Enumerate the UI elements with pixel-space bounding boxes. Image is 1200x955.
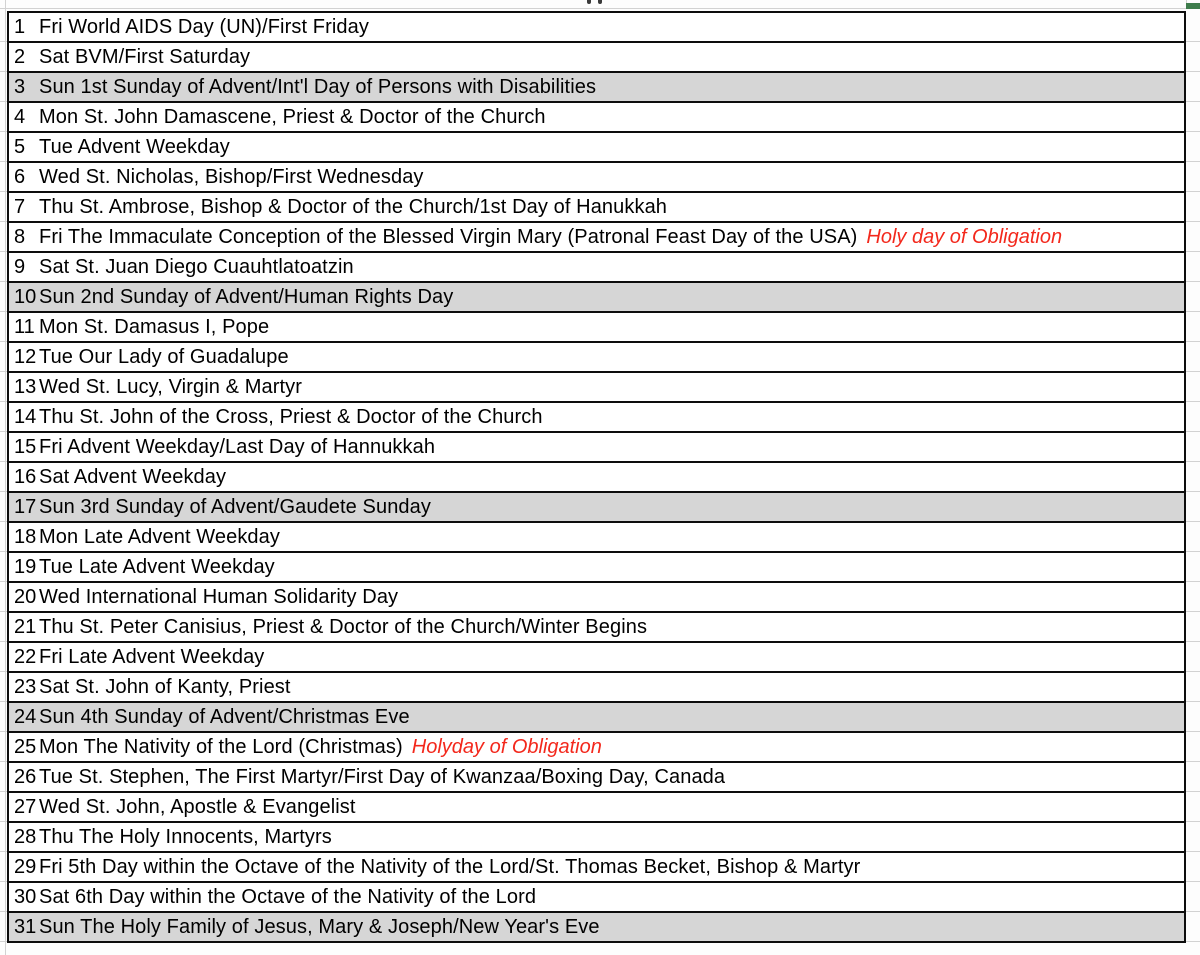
- day-entry-text: Thu St. John of the Cross, Priest & Doctor of the Church: [39, 405, 543, 428]
- day-number: 8: [14, 225, 26, 248]
- day-entry-text: Mon St. John Damascene, Priest & Doctor of the Church: [39, 105, 546, 128]
- day-number: 2: [14, 45, 26, 68]
- calendar-row[interactable]: [9, 13, 1184, 43]
- day-number: 15: [14, 435, 37, 458]
- day-entry-text: Thu St. Ambrose, Bishop & Doctor of the Church/1st Day of Hanukkah: [39, 195, 668, 218]
- right-margin-gridlines: [1186, 41, 1200, 943]
- day-number: 14: [14, 405, 37, 428]
- day-entry-text: Sat 6th Day within the Octave of the Nativity of the Lord: [39, 885, 537, 908]
- day-entry-text: Tue St. Stephen, The First Martyr/First Day of Kwanzaa/Boxing Day, Canada: [39, 765, 726, 788]
- day-entry-text: Sun 2nd Sunday of Advent/Human Rights Day: [39, 285, 454, 308]
- calendar-row[interactable]: [9, 193, 1184, 223]
- day-number: 23: [14, 675, 37, 698]
- day-entry-text: Wed St. Lucy, Virgin & Martyr: [39, 375, 302, 398]
- calendar-row[interactable]: [9, 43, 1184, 73]
- cropped-text-remnant: [598, 0, 602, 4]
- day-entry-text: Thu St. Peter Canisius, Priest & Doctor of the Church/Winter Begins: [39, 615, 648, 638]
- green-tab-fragment: [1186, 3, 1200, 9]
- calendar-row[interactable]: [9, 433, 1184, 463]
- calendar-row[interactable]: [9, 283, 1184, 313]
- day-number: 7: [14, 195, 26, 218]
- calendar-row[interactable]: [9, 673, 1184, 703]
- day-entry-text: Mon The Nativity of the Lord (Christmas): [39, 735, 403, 758]
- day-number: 13: [14, 375, 37, 398]
- day-number: 17: [14, 495, 37, 518]
- day-number: 5: [14, 135, 26, 158]
- calendar-row[interactable]: [9, 703, 1184, 733]
- calendar-row[interactable]: [9, 463, 1184, 493]
- day-entry-text: Thu The Holy Innocents, Martyrs: [39, 825, 332, 848]
- day-number: 18: [14, 525, 37, 548]
- day-number: 6: [14, 165, 26, 188]
- calendar-row[interactable]: [9, 763, 1184, 793]
- calendar-row[interactable]: [9, 343, 1184, 373]
- day-entry-text: Fri 5th Day within the Octave of the Nativity of the Lord/St. Thomas Becket, Bishop & Martyr: [39, 855, 861, 878]
- left-margin-gridlines: [0, 41, 7, 943]
- day-entry-text: Fri The Immaculate Conception of the Blessed Virgin Mary (Patronal Feast Day of the USA): [39, 225, 858, 248]
- calendar-row[interactable]: [9, 103, 1184, 133]
- day-number: 26: [14, 765, 37, 788]
- day-entry-text: Tue Late Advent Weekday: [39, 555, 275, 578]
- cropped-text-remnant: [587, 0, 591, 4]
- day-entry-text: Sun The Holy Family of Jesus, Mary & Joseph/New Year's Eve: [39, 915, 600, 938]
- day-entry-text: Wed St. John, Apostle & Evangelist: [39, 795, 356, 818]
- calendar-table: [7, 11, 1186, 943]
- calendar-row[interactable]: [9, 223, 1184, 253]
- day-number: 31: [14, 915, 37, 938]
- day-number: 22: [14, 645, 37, 668]
- day-entry-text: Mon St. Damasus I, Pope: [39, 315, 270, 338]
- day-number: 4: [14, 105, 26, 128]
- day-number: 30: [14, 885, 37, 908]
- day-number: 28: [14, 825, 37, 848]
- day-number: 16: [14, 465, 37, 488]
- day-entry-text: Tue Our Lady of Guadalupe: [39, 345, 289, 368]
- calendar-row[interactable]: [9, 883, 1184, 913]
- day-entry-text: Fri Late Advent Weekday: [39, 645, 265, 668]
- calendar-row[interactable]: [9, 163, 1184, 193]
- calendar-row[interactable]: [9, 73, 1184, 103]
- day-number: 12: [14, 345, 37, 368]
- day-entry-text: Wed International Human Solidarity Day: [39, 585, 399, 608]
- day-number: 24: [14, 705, 37, 728]
- day-entry-text: Fri World AIDS Day (UN)/First Friday: [39, 15, 369, 38]
- calendar-row[interactable]: [9, 403, 1184, 433]
- calendar-row[interactable]: [9, 613, 1184, 643]
- day-number: 10: [14, 285, 37, 308]
- day-entry-text: Sat Advent Weekday: [39, 465, 227, 488]
- day-number: 9: [14, 255, 26, 278]
- calendar-row[interactable]: [9, 553, 1184, 583]
- day-number: 1: [14, 15, 26, 38]
- day-entry-text: Fri Advent Weekday/Last Day of Hannukkah: [39, 435, 436, 458]
- day-number: 25: [14, 735, 37, 758]
- holy-day-note: Holy day of Obligation: [866, 225, 1063, 248]
- calendar-row[interactable]: [9, 853, 1184, 883]
- day-entry-text: Sun 4th Sunday of Advent/Christmas Eve: [39, 705, 410, 728]
- calendar-row[interactable]: [9, 643, 1184, 673]
- calendar-row[interactable]: [9, 373, 1184, 403]
- holy-day-note: Holyday of Obligation: [411, 735, 602, 758]
- day-number: 29: [14, 855, 37, 878]
- calendar-row[interactable]: [9, 793, 1184, 823]
- day-number: 19: [14, 555, 37, 578]
- calendar-row[interactable]: [9, 913, 1184, 941]
- day-entry-text: Wed St. Nicholas, Bishop/First Wednesday: [39, 165, 424, 188]
- day-number: 11: [14, 315, 35, 338]
- calendar-row[interactable]: [9, 823, 1184, 853]
- day-entry-text: Sat St. John of Kanty, Priest: [39, 675, 291, 698]
- day-number: 21: [14, 615, 37, 638]
- day-entry-text: Sun 1st Sunday of Advent/Int'l Day of Persons with Disabilities: [39, 75, 597, 98]
- day-number: 3: [14, 75, 26, 98]
- day-number: 27: [14, 795, 37, 818]
- calendar-row[interactable]: [9, 253, 1184, 283]
- calendar-row[interactable]: [9, 733, 1184, 763]
- gridline-top: [0, 8, 1190, 9]
- day-entry-text: Tue Advent Weekday: [39, 135, 230, 158]
- day-entry-text: Sat BVM/First Saturday: [39, 45, 251, 68]
- calendar-row[interactable]: [9, 583, 1184, 613]
- calendar-row[interactable]: [9, 493, 1184, 523]
- calendar-row[interactable]: [9, 133, 1184, 163]
- day-entry-text: Mon Late Advent Weekday: [39, 525, 280, 548]
- calendar-row[interactable]: [9, 313, 1184, 343]
- day-number: 20: [14, 585, 37, 608]
- day-entry-text: Sat St. Juan Diego Cuauhtlatoatzin: [39, 255, 354, 278]
- day-entry-text: Sun 3rd Sunday of Advent/Gaudete Sunday: [39, 495, 431, 518]
- calendar-row[interactable]: [9, 523, 1184, 553]
